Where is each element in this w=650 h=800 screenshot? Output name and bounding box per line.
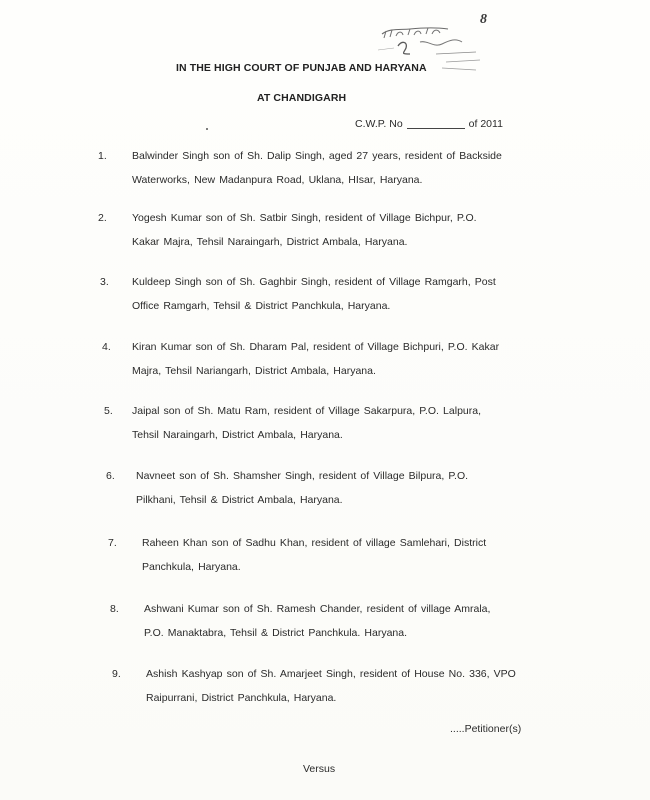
petition-suffix: of 2011 <box>468 118 503 130</box>
entry-line-2: Tehsil Naraingarh, District Ambala, Haryana. <box>132 429 343 441</box>
petition-prefix: C.W.P. No <box>355 118 403 130</box>
petitioner-entry <box>0 150 650 200</box>
entry-number: 4. <box>102 341 111 353</box>
entry-number: 5. <box>104 405 113 417</box>
entry-line-2: Pilkhani, Tehsil & District Ambala, Haryana. <box>136 494 343 506</box>
petition-number-blank <box>407 116 465 129</box>
entry-line-1: Ashish Kashyap son of Sh. Amarjeet Singh, resident of House No. 336, VPO <box>146 668 516 680</box>
entry-number: 1. <box>98 150 107 162</box>
petitioner-entry <box>0 603 650 653</box>
entry-number: 9. <box>112 668 121 680</box>
petitioner-entry <box>0 405 650 455</box>
entry-line-2: Majra, Tehsil Nariangarh, District Ambala, Haryana. <box>132 365 376 377</box>
petitioner-entry <box>0 276 650 326</box>
entry-line-1: Yogesh Kumar son of Sh. Satbir Singh, resident of Village Bichpur, P.O. <box>132 212 477 224</box>
entry-number: 8. <box>110 603 119 615</box>
entry-number: 3. <box>100 276 109 288</box>
entry-line-1: Ashwani Kumar son of Sh. Ramesh Chander, resident of village Amrala, <box>144 603 491 615</box>
entry-line-1: Kuldeep Singh son of Sh. Gaghbir Singh, resident of Village Ramgarh, Post <box>132 276 496 288</box>
petitioner-entry <box>0 537 650 587</box>
entry-line-1: Raheen Khan son of Sadhu Khan, resident of village Samlehari, District <box>142 537 487 549</box>
petitioner-entry <box>0 470 650 520</box>
petitioner-entry <box>0 668 650 718</box>
entry-line-2: Raipurrani, District Panchkula, Haryana. <box>146 692 337 704</box>
entry-line-1: Kiran Kumar son of Sh. Dharam Pal, resident of Village Bichpuri, P.O. Kakar <box>132 341 500 353</box>
petitioner-entry <box>0 212 650 262</box>
page-number: 8 <box>480 12 487 27</box>
entry-line-2: P.O. Manaktabra, Tehsil & District Panchkula. Haryana. <box>144 627 408 639</box>
entry-line-2: Office Ramgarh, Tehsil & District Panchkula, Haryana. <box>132 300 391 312</box>
entry-number: 2. <box>98 212 107 224</box>
entry-line-1: Navneet son of Sh. Shamsher Singh, resident of Village Bilpura, P.O. <box>136 470 469 482</box>
entry-line-1: Jaipal son of Sh. Matu Ram, resident of Village Sakarpura, P.O. Lalpura, <box>132 405 481 417</box>
court-place: AT CHANDIGARH <box>257 92 347 104</box>
petitioner-entry <box>0 341 650 391</box>
entry-line-2: Waterworks, New Madanpura Road, Uklana, HIsar, Haryana. <box>132 174 423 186</box>
entry-number: 7. <box>108 537 117 549</box>
entry-number: 6. <box>106 470 115 482</box>
entry-line-1: Balwinder Singh son of Sh. Dalip Singh, aged 27 years, resident of Backside <box>132 150 502 162</box>
ink-dot <box>206 128 208 130</box>
entry-line-2: Panchkula, Haryana. <box>142 561 241 573</box>
versus-label: Versus <box>303 763 336 775</box>
entry-line-2: Kakar Majra, Tehsil Naraingarh, District Ambala, Haryana. <box>132 236 408 248</box>
petitioners-label: .....Petitioner(s) <box>450 723 522 735</box>
petition-number-line <box>355 118 503 131</box>
court-title: IN THE HIGH COURT OF PUNJAB AND HARYANA <box>176 62 427 74</box>
